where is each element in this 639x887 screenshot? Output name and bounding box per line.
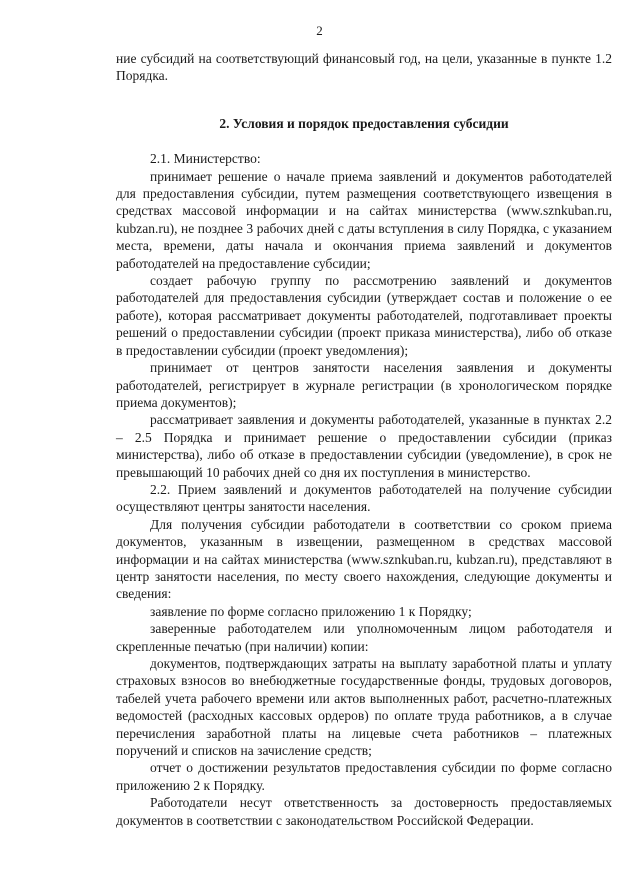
list-item: заверенные работодателем или уполномоченным лицом работодателя и скрепленные печатью (при наличии) копии: <box>116 621 612 654</box>
list-item: документов, подтверждающих затраты на выплату заработной платы и уплату страховых взносов во внебюджетные государственные фонды, трудовых договоров, табелей учета рабочего времени или актов выполненных работ, расчетно-платежных ведомостей (расходных кассовых ордеров) по оплате труда работников, а в случае перечисления заработной платы на лицевые счета работников – платежных поручений и списков на зачисление средств; <box>116 656 612 759</box>
paragraph: Для получения субсидии работодатели в соответствии со сроком приема документов, указанным в извещении, размещенном в средствах массовой информации и на сайтах министерства (www.sznkuban.ru, kubzan.ru), представляют в центр занятости населения, по месту своего нахождения, следующие документы и сведения: <box>116 516 612 602</box>
page-number: 2 <box>316 23 323 38</box>
paragraph: создает рабочую группу по рассмотрению заявлений и документов работодателей для предоставления субсидии (утверждает состав и положение о ее работе), которая рассматривает документы работодателей, подготавливает проекты решений о предоставлении субсидии (проект приказа министерства), либо об отказе в предоставлении субсидии (проект уведомления); <box>116 273 612 358</box>
document-body <box>116 50 612 829</box>
intro-paragraph: ние субсидий на соответствующий финансовый год, на цели, указанные в пункте 1.2 Порядка. <box>116 51 612 84</box>
list-item: заявление по форме согласно приложению 1 к Порядку; <box>150 603 472 619</box>
paragraph: Работодатели несут ответственность за достоверность предоставляемых документов в соответствии с законодательством Российской Федерации. <box>116 795 612 828</box>
list-item: отчет о достижении результатов предоставления субсидии по форме согласно приложению 2 к Порядку. <box>116 760 612 793</box>
clause-2-1: 2.1. Министерство: <box>150 151 261 167</box>
paragraph: рассматривает заявления и документы работодателей, указанные в пунктах 2.2 – 2.5 Порядка и принимает решение о предоставлении субсидии (приказ министерства), либо об отказе в предоставлении субсидии (уведомление), в срок не превышающий 10 рабочих дней со дня их поступления в министерство. <box>116 412 612 480</box>
section-heading: 2. Условия и порядок предоставления субсидии <box>219 115 509 131</box>
paragraph: принимает решение о начале приема заявлений и документов работодателей для предоставления субсидии, путем размещения соответствующего извещения в средствах массовой информации и на сайтах министерства (www.sznkuban.ru, kubzan.ru), не позднее 3 рабочих дней с даты вступления в силу Порядка, с указанием места, времени, даты начала и окончания приема заявлений и документов работодателей на предоставление субсидии; <box>116 168 612 271</box>
paragraph: принимает от центров занятости населения заявления и документы работодателей, регистрирует в журнале регистрации (в хронологическом порядке приема документов); <box>116 360 612 410</box>
clause-2-2: 2.2. Прием заявлений и документов работодателей на получение субсидии осуществляют центры занятости населения. <box>116 481 612 515</box>
